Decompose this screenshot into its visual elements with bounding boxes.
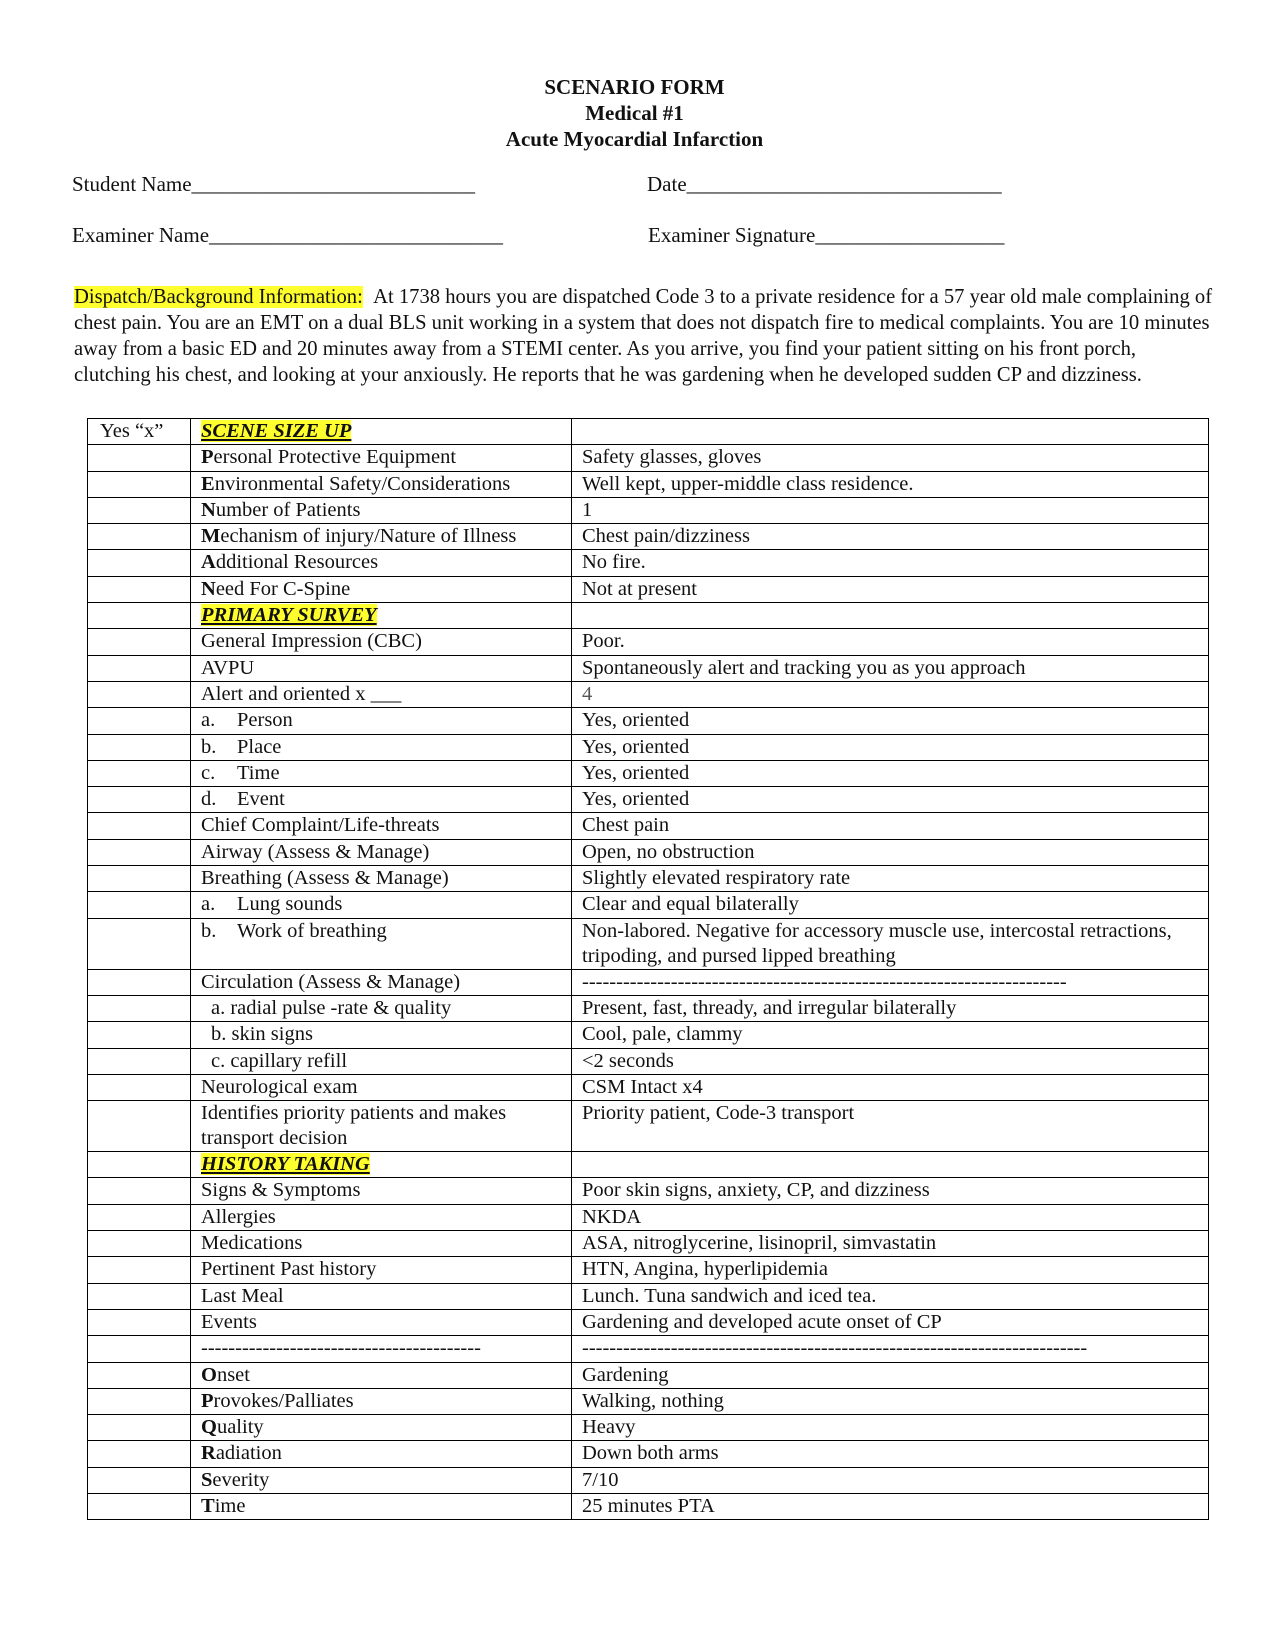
dispatch-paragraph	[74, 284, 1214, 388]
student-name-field[interactable]: Student Name___________________________	[72, 172, 476, 196]
yes-checkbox-cell[interactable]	[88, 681, 191, 707]
row-label: Chief Complaint/Life-threats	[191, 813, 572, 839]
yes-checkbox-cell[interactable]	[88, 918, 191, 969]
row-label: d. Event	[191, 787, 572, 813]
yes-checkbox-cell[interactable]	[88, 1283, 191, 1309]
table-row	[88, 576, 1209, 602]
row-value: ASA, nitroglycerine, lisinopril, simvastatin	[572, 1231, 1209, 1257]
yes-checkbox-cell[interactable]	[88, 1074, 191, 1100]
row-label: Neurological exam	[191, 1074, 572, 1100]
yes-checkbox-cell[interactable]	[88, 1467, 191, 1493]
table-row	[88, 1048, 1209, 1074]
yes-checkbox-cell[interactable]	[88, 1336, 191, 1362]
row-label: Medications	[191, 1231, 572, 1257]
row-label: Pertinent Past history	[191, 1257, 572, 1283]
row-value: Down both arms	[572, 1441, 1209, 1467]
section-header-history: HISTORY TAKING	[191, 1152, 572, 1178]
yes-checkbox-cell[interactable]	[88, 1415, 191, 1441]
table-row	[88, 629, 1209, 655]
table-row	[88, 524, 1209, 550]
table-row	[88, 1101, 1209, 1152]
row-value: Priority patient, Code-3 transport	[572, 1101, 1209, 1152]
yes-column-header: Yes “x”	[88, 419, 191, 445]
table-row	[88, 1309, 1209, 1335]
table-row	[88, 892, 1209, 918]
yes-checkbox-cell[interactable]	[88, 1309, 191, 1335]
scenario-table	[87, 418, 1209, 1520]
section-row-history	[88, 1152, 1209, 1178]
table-row	[88, 1022, 1209, 1048]
table-row	[88, 708, 1209, 734]
yes-checkbox-cell[interactable]	[88, 734, 191, 760]
row-value: NKDA	[572, 1204, 1209, 1230]
section-header-scene: SCENE SIZE UP	[191, 419, 572, 445]
row-label: Identifies priority patients and makes transport decision	[191, 1101, 572, 1152]
table-row	[88, 1415, 1209, 1441]
table-row	[88, 866, 1209, 892]
yes-checkbox-cell[interactable]	[88, 445, 191, 471]
table-row	[88, 1388, 1209, 1414]
yes-checkbox-cell[interactable]	[88, 603, 191, 629]
table-header-row	[88, 419, 1209, 445]
row-value: Safety glasses, gloves	[572, 445, 1209, 471]
yes-checkbox-cell[interactable]	[88, 550, 191, 576]
row-value: Chest pain	[572, 813, 1209, 839]
row-label: Personal Protective Equipment	[191, 445, 572, 471]
row-value: CSM Intact x4	[572, 1074, 1209, 1100]
yes-checkbox-cell[interactable]	[88, 1441, 191, 1467]
yes-checkbox-cell[interactable]	[88, 1204, 191, 1230]
yes-checkbox-cell[interactable]	[88, 471, 191, 497]
row-value: Clear and equal bilaterally	[572, 892, 1209, 918]
row-value: HTN, Angina, hyperlipidemia	[572, 1257, 1209, 1283]
yes-checkbox-cell[interactable]	[88, 1178, 191, 1204]
row-label: Mechanism of injury/Nature of Illness	[191, 524, 572, 550]
yes-checkbox-cell[interactable]	[88, 524, 191, 550]
row-value: Open, no obstruction	[572, 839, 1209, 865]
yes-checkbox-cell[interactable]	[88, 708, 191, 734]
row-label: Number of Patients	[191, 497, 572, 523]
yes-checkbox-cell[interactable]	[88, 1101, 191, 1152]
row-label: Onset	[191, 1362, 572, 1388]
row-label: Last Meal	[191, 1283, 572, 1309]
row-value: Well kept, upper-middle class residence.	[572, 471, 1209, 497]
row-value: Poor.	[572, 629, 1209, 655]
row-label: Need For C-Spine	[191, 576, 572, 602]
yes-checkbox-cell[interactable]	[88, 1048, 191, 1074]
row-label: Allergies	[191, 1204, 572, 1230]
row-value: Yes, oriented	[572, 734, 1209, 760]
row-value: Yes, oriented	[572, 760, 1209, 786]
row-label: Time	[191, 1493, 572, 1519]
yes-checkbox-cell[interactable]	[88, 497, 191, 523]
dispatch-text: At 1738 hours you are dispatched Code 3 to a private residence for a 57 year old male complaining of chest pain. You are an EMT on a dual BLS unit working in a system that does not dispatch fire to medical complaints. You are 10 minutes away from a basic ED and 20 minutes away from a STEMI center. As you arrive, you find your patient sitting on his front porch, clutching his chest, and looking at your anxiously. He reports that he was gardening when he developed sudden CP and dizziness.	[74, 286, 1213, 386]
row-value: 4	[572, 681, 1209, 707]
yes-checkbox-cell[interactable]	[88, 787, 191, 813]
yes-checkbox-cell[interactable]	[88, 1493, 191, 1519]
table-row	[88, 760, 1209, 786]
row-value: Slightly elevated respiratory rate	[572, 866, 1209, 892]
row-value: Gardening	[572, 1362, 1209, 1388]
row-label: Events	[191, 1309, 572, 1335]
yes-checkbox-cell[interactable]	[88, 839, 191, 865]
row-label: b. skin signs	[191, 1022, 572, 1048]
table-row	[88, 681, 1209, 707]
yes-checkbox-cell[interactable]	[88, 813, 191, 839]
row-value: Heavy	[572, 1415, 1209, 1441]
row-label: c. capillary refill	[191, 1048, 572, 1074]
table-row	[88, 969, 1209, 995]
row-value: Yes, oriented	[572, 708, 1209, 734]
yes-checkbox-cell[interactable]	[88, 1362, 191, 1388]
divider-right: --------------------------------------------------------------------------	[572, 1336, 1209, 1362]
form-subtitle: Medical #1	[585, 101, 684, 125]
yes-checkbox-cell[interactable]	[88, 1152, 191, 1178]
row-value: 25 minutes PTA	[572, 1493, 1209, 1519]
yes-checkbox-cell[interactable]	[88, 866, 191, 892]
blank-value-cell	[572, 419, 1209, 445]
row-value: 1	[572, 497, 1209, 523]
row-value: Lunch. Tuna sandwich and iced tea.	[572, 1283, 1209, 1309]
table-row	[88, 1204, 1209, 1230]
yes-checkbox-cell[interactable]	[88, 1022, 191, 1048]
row-value: Yes, oriented	[572, 787, 1209, 813]
table-row	[88, 1074, 1209, 1100]
yes-checkbox-cell[interactable]	[88, 576, 191, 602]
row-label: a. Person	[191, 708, 572, 734]
yes-checkbox-cell[interactable]	[88, 892, 191, 918]
row-value: Walking, nothing	[572, 1388, 1209, 1414]
table-row	[88, 1283, 1209, 1309]
yes-checkbox-cell[interactable]	[88, 969, 191, 995]
yes-checkbox-cell[interactable]	[88, 1257, 191, 1283]
row-label: Environmental Safety/Considerations	[191, 471, 572, 497]
row-label: b. Work of breathing	[191, 918, 572, 969]
row-value: Non-labored. Negative for accessory muscle use, intercostal retractions, tripoding, and pursed lipped breathing	[572, 918, 1209, 969]
yes-checkbox-cell[interactable]	[88, 995, 191, 1021]
table-row	[88, 1178, 1209, 1204]
yes-checkbox-cell[interactable]	[88, 760, 191, 786]
table-row	[88, 445, 1209, 471]
dispatch-label: Dispatch/Background Information:	[74, 286, 363, 308]
table-row	[88, 918, 1209, 969]
row-label: Radiation	[191, 1441, 572, 1467]
divider-row	[88, 1336, 1209, 1362]
row-label: Breathing (Assess & Manage)	[191, 866, 572, 892]
row-label: Quality	[191, 1415, 572, 1441]
row-label: General Impression (CBC)	[191, 629, 572, 655]
yes-checkbox-cell[interactable]	[88, 655, 191, 681]
table-row	[88, 1493, 1209, 1519]
row-value: Not at present	[572, 576, 1209, 602]
table-row	[88, 995, 1209, 1021]
examiner-signature-field[interactable]: Examiner Signature__________________	[648, 223, 1005, 247]
table-row	[88, 734, 1209, 760]
row-label: Provokes/Palliates	[191, 1388, 572, 1414]
row-value: Present, fast, thready, and irregular bilaterally	[572, 995, 1209, 1021]
table-row	[88, 471, 1209, 497]
row-label: a. Lung sounds	[191, 892, 572, 918]
divider-left: -----------------------------------------	[191, 1336, 572, 1362]
table-row	[88, 787, 1209, 813]
date-field[interactable]: Date______________________________	[647, 172, 1002, 196]
row-label: c. Time	[191, 760, 572, 786]
table-row	[88, 1362, 1209, 1388]
yes-checkbox-cell[interactable]	[88, 629, 191, 655]
table-row	[88, 497, 1209, 523]
row-label: Alert and oriented x ___	[191, 681, 572, 707]
row-value: No fire.	[572, 550, 1209, 576]
row-value: Chest pain/dizziness	[572, 524, 1209, 550]
section-row-primary	[88, 603, 1209, 629]
table-row	[88, 550, 1209, 576]
table-row	[88, 1231, 1209, 1257]
row-label: a. radial pulse -rate & quality	[191, 995, 572, 1021]
row-value: -----------------------------------------------------------------------	[572, 969, 1209, 995]
row-value: Poor skin signs, anxiety, CP, and dizziness	[572, 1178, 1209, 1204]
yes-checkbox-cell[interactable]	[88, 1231, 191, 1257]
row-label: AVPU	[191, 655, 572, 681]
table-row	[88, 1441, 1209, 1467]
row-label: Severity	[191, 1467, 572, 1493]
table-row	[88, 1257, 1209, 1283]
table-row	[88, 655, 1209, 681]
row-label: b. Place	[191, 734, 572, 760]
row-value: Gardening and developed acute onset of CP	[572, 1309, 1209, 1335]
row-value: 7/10	[572, 1467, 1209, 1493]
table-row	[88, 813, 1209, 839]
blank-value-cell	[572, 603, 1209, 629]
table-row	[88, 839, 1209, 865]
row-value: <2 seconds	[572, 1048, 1209, 1074]
scenario-name: Acute Myocardial Infarction	[505, 127, 764, 151]
row-label: Signs & Symptoms	[191, 1178, 572, 1204]
row-label: Airway (Assess & Manage)	[191, 839, 572, 865]
blank-value-cell	[572, 1152, 1209, 1178]
row-value: Cool, pale, clammy	[572, 1022, 1209, 1048]
row-value: Spontaneously alert and tracking you as you approach	[572, 655, 1209, 681]
examiner-name-field[interactable]: Examiner Name____________________________	[72, 223, 504, 247]
form-title-block	[0, 74, 1275, 152]
row-label: Circulation (Assess & Manage)	[191, 969, 572, 995]
yes-checkbox-cell[interactable]	[88, 1388, 191, 1414]
form-title: SCENARIO FORM	[544, 75, 725, 99]
row-label: Additional Resources	[191, 550, 572, 576]
table-row	[88, 1467, 1209, 1493]
section-header-primary: PRIMARY SURVEY	[191, 603, 572, 629]
